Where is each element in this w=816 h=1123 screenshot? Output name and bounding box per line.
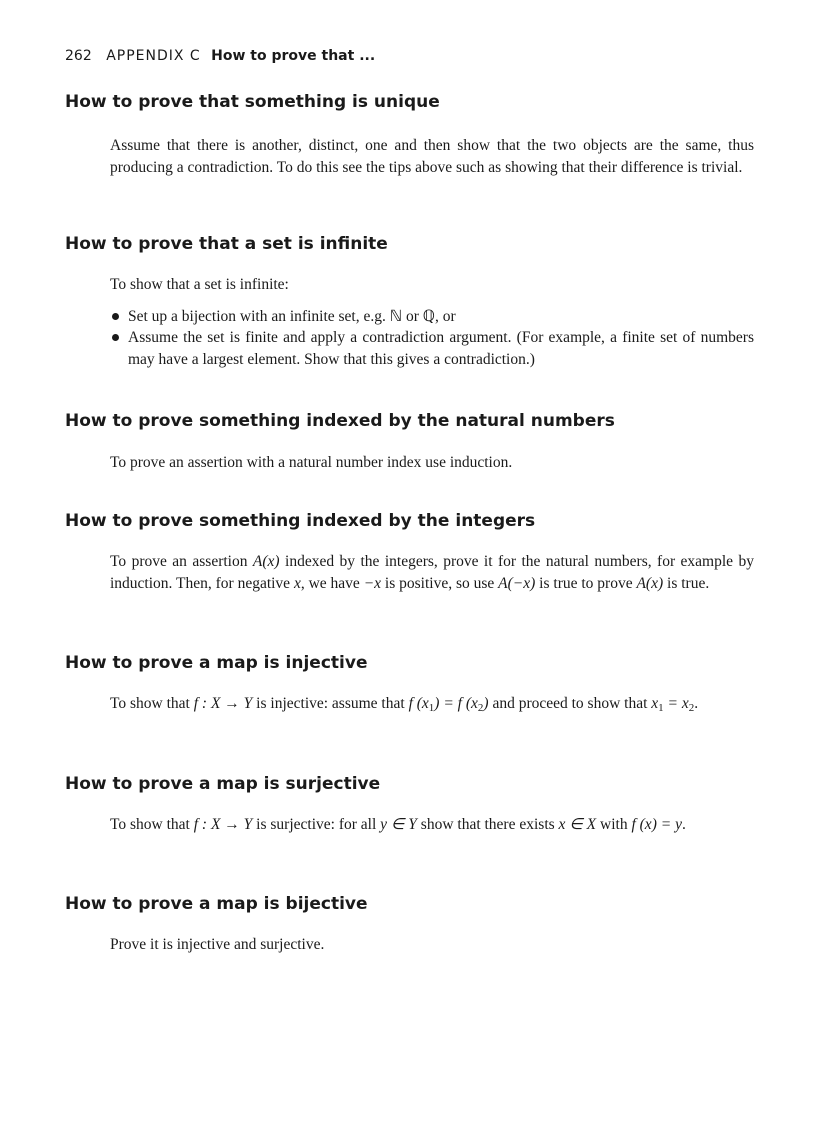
math-expression: −x [363,574,382,592]
math-part: ) [483,695,489,712]
bullet-icon [112,313,119,320]
math-expression: f : X → Y [193,816,253,833]
section-paragraph: To show that a set is infinite: [110,276,289,293]
page-number: 262 [65,48,92,64]
section-heading: How to prove that something is unique [65,92,440,112]
text-run: is injective: assume that [256,695,405,712]
section-paragraph: To prove an assertion with a natural number index use induction. [110,454,513,471]
text-run: . [694,695,699,712]
section-injective [65,653,755,715]
section-bijective [65,894,755,956]
text-run: , we have [300,574,360,592]
list-item-text: Set up a bijection with an infinite set, e.g. ℕ or ℚ, or [128,307,456,325]
text-run: and proceed to show that [492,695,648,712]
section-surjective [65,774,755,836]
section-heading: How to prove a map is injective [65,653,368,673]
text-run: To show that [110,695,190,712]
math-expression [409,695,489,712]
text-run: is positive, so use [384,574,495,592]
list-item-text: Assume the set is finite and apply a contradiction argument. (For example, a finite set of numbers may have a largest element. Show that this gives a contradiction.) [128,329,754,368]
text-run: is true. [667,574,710,592]
section-paragraph [110,551,754,594]
section-heading: How to prove something indexed by the integers [65,511,536,531]
text-run: is surjective: for all [256,816,377,833]
math-part: x [651,695,659,712]
math-expression: x [293,574,301,592]
running-head [65,48,375,64]
math-expression: f : X → Y [193,695,253,712]
math-part: = x [667,695,689,712]
section-heading: How to prove a map is surjective [65,774,381,794]
math-subscript: 1 [658,702,664,714]
text-run: with [600,816,628,833]
bullet-list [110,306,754,371]
math-subscript: 2 [477,702,484,714]
section-natural [65,411,755,474]
math-expression: x ∈ X [558,816,597,833]
section-paragraph: Prove it is injective and surjective. [110,936,325,953]
text-run: To prove an assertion [110,553,248,570]
text-run: indexed by the integers, prove it for the natural numbers, for example by induction. Then, for negative [110,553,754,592]
math-part: ) = f (x [434,695,478,712]
section-heading: How to prove something indexed by the natural numbers [65,411,615,431]
section-heading: How to prove that a set is infinite [65,234,388,254]
section-integers [65,511,755,594]
math-expression: f (x) = y [631,816,682,833]
section-paragraph [110,693,754,715]
section-paragraph [110,814,754,836]
list-item [110,306,754,328]
text-run: . [681,816,686,833]
bullet-icon [112,334,119,341]
math-subscript: 1 [428,702,435,714]
section-paragraph: Assume that there is another, distinct, one and then show that the two objects are the same, thus producing a contradiction. To do this see the tips above such as showing that their difference is trivial. [110,137,754,176]
math-expression: A(x) [636,574,664,592]
math-expression: A(−x) [498,574,536,592]
text-run: To show that [110,816,190,833]
math-part: f (x [408,695,429,712]
appendix-label: APPENDIX C [106,48,201,64]
text-run: is true to prove [539,574,633,592]
math-expression: y ∈ Y [380,816,417,833]
math-subscript: 2 [688,702,695,714]
section-heading: How to prove a map is bijective [65,894,368,914]
text-run: show that there exists [420,816,555,833]
list-item [110,327,754,370]
math-expression [651,695,694,712]
section-infinite [65,234,755,370]
chapter-title: How to prove that ... [211,48,376,64]
section-unique [65,92,755,178]
math-expression: A(x) [252,553,280,570]
